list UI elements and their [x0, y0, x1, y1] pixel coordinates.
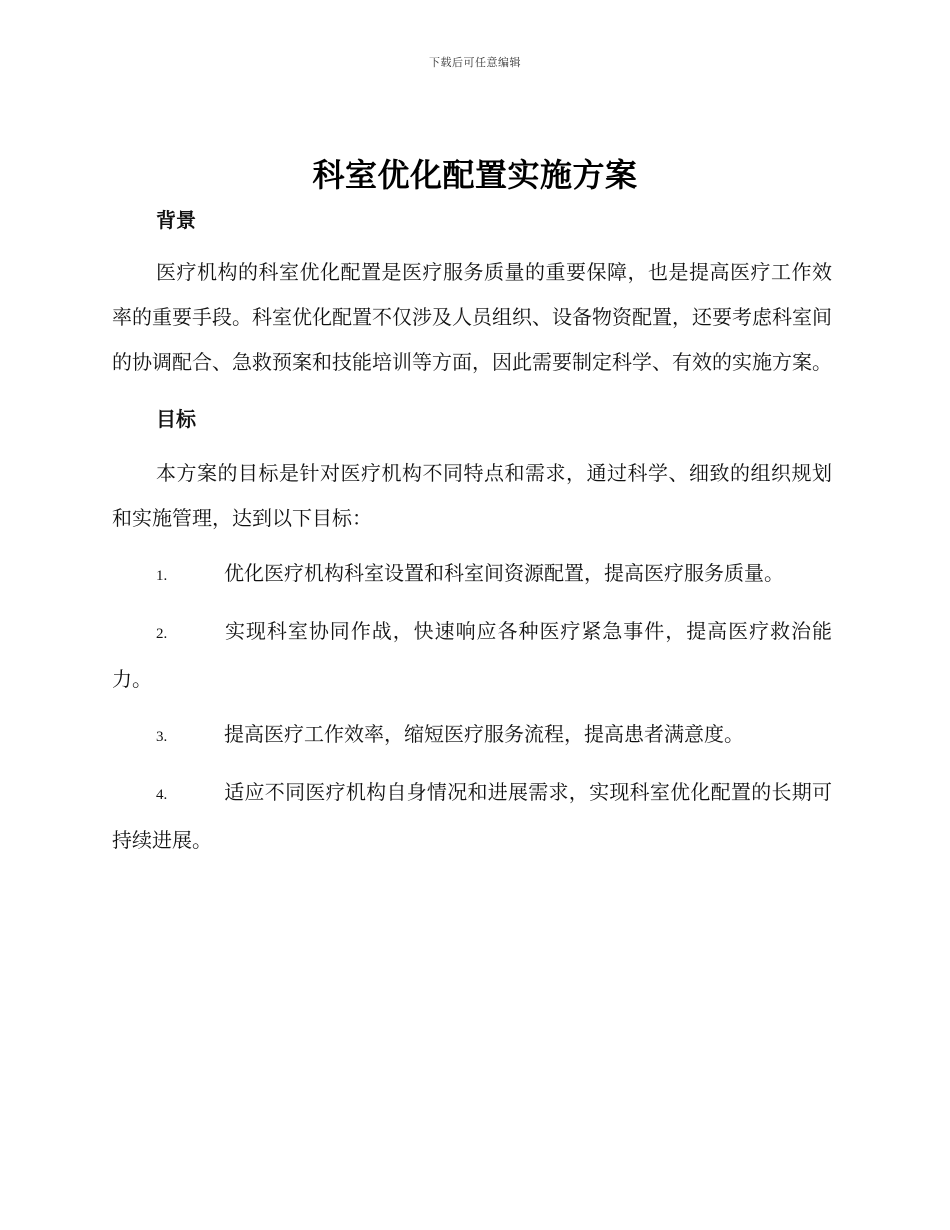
background-paragraph: 医疗机构的科室优化配置是医疗服务质量的重要保障，也是提高医疗工作效率的重要手段。科室优化配置不仅涉及人员组织、设备物资配置，还要考虑科室间的协调配合、急救预案和技能培训等方面，因此需要制定科学、有效的实施方案。 — [112, 260, 832, 374]
list-item — [112, 609, 832, 702]
list-item-number: 4. — [156, 787, 168, 803]
section-heading-background: 背景 — [156, 208, 196, 232]
document-body — [112, 200, 832, 873]
list-item-number: 3. — [156, 729, 168, 745]
list-item-text: 提高医疗工作效率，缩短医疗服务流程，提高患者满意度。 — [224, 722, 744, 746]
list-item-text: 优化医疗机构科室设置和科室间资源配置，提高医疗服务质量。 — [224, 561, 784, 585]
list-item — [112, 551, 832, 599]
goals-list — [112, 551, 832, 863]
goals-paragraph: 本方案的目标是针对医疗机构不同特点和需求，通过科学、细致的组织规划和实施管理，达到以下目标： — [112, 461, 832, 530]
header-note: 下载后可任意编辑 — [429, 56, 521, 69]
list-item — [112, 712, 832, 760]
list-item — [112, 770, 832, 863]
section-heading-goals: 目标 — [156, 407, 196, 431]
list-item-number: 2. — [156, 626, 168, 642]
list-item-text: 适应不同医疗机构自身情况和进展需求，实现科室优化配置的长期可持续进展。 — [112, 780, 832, 852]
document-title: 科室优化配置实施方案 — [312, 156, 638, 194]
list-item-number: 1. — [156, 568, 168, 584]
list-item-text: 实现科室协同作战，快速响应各种医疗紧急事件，提高医疗救治能力。 — [112, 619, 832, 691]
